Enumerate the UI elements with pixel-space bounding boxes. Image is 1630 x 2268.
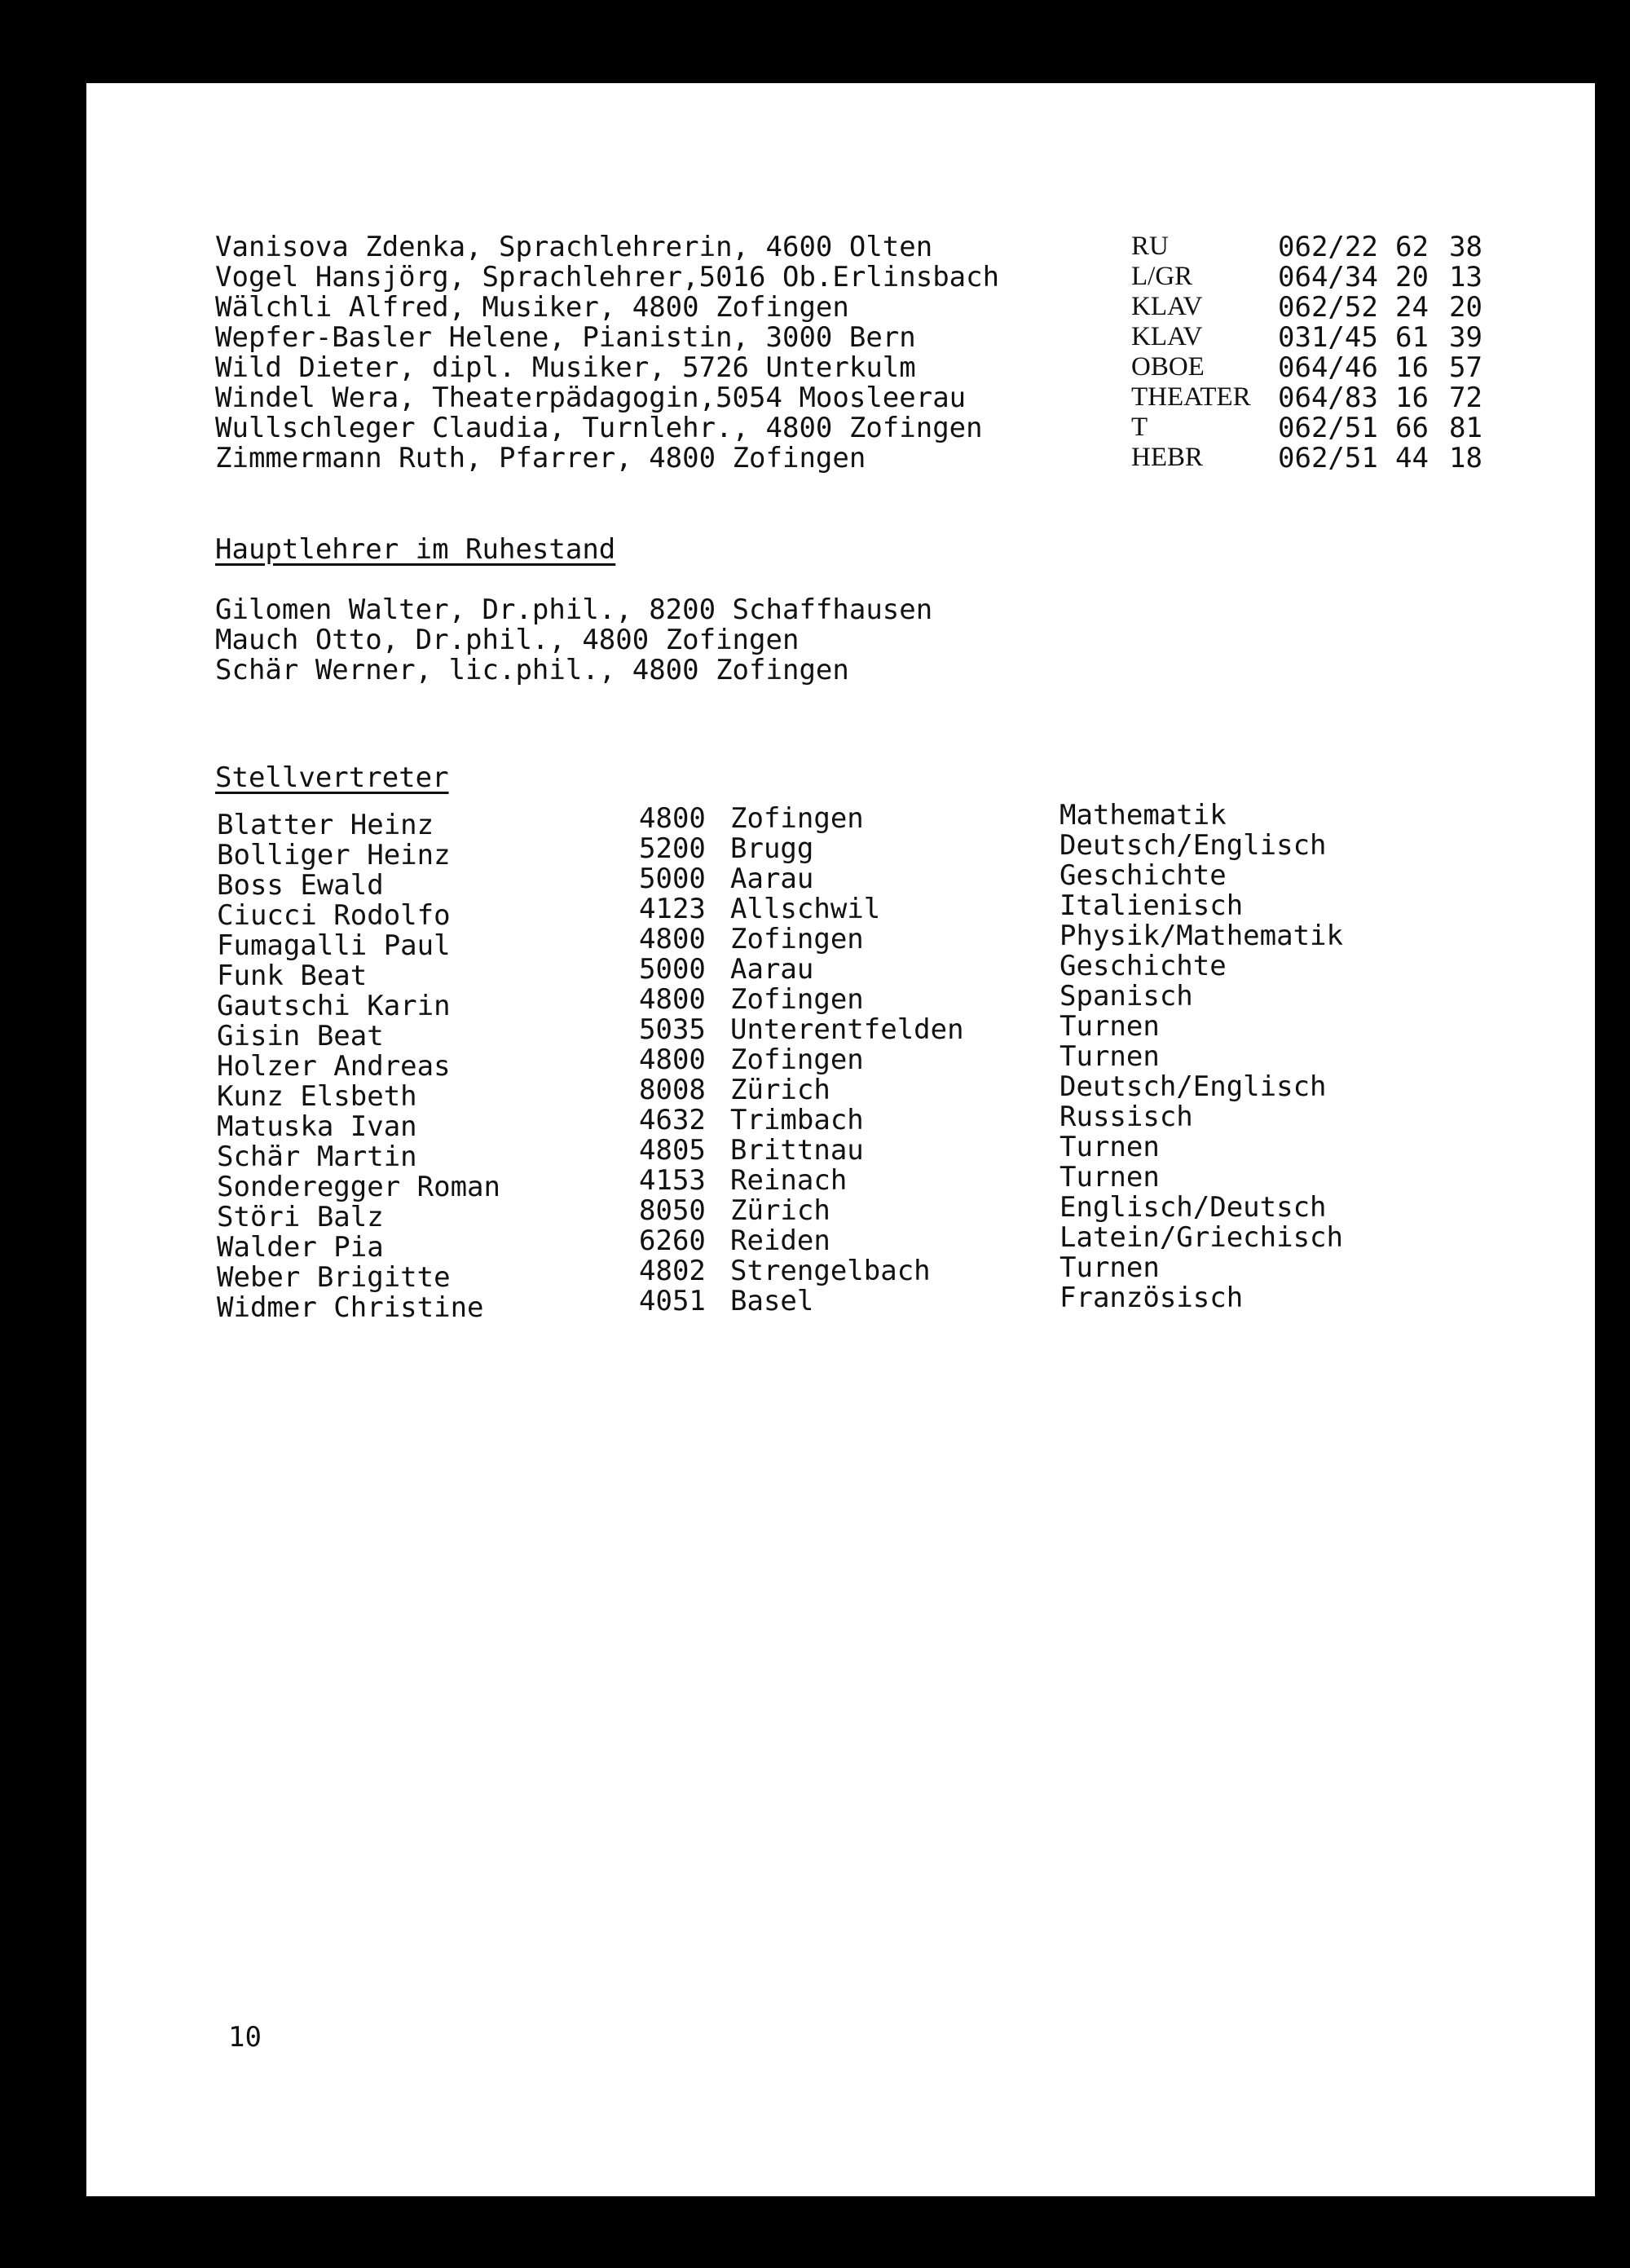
teacher-phone-b: 13 [1449, 261, 1482, 293]
teacher-entry: Vogel Hansjörg, Sprachlehrer,5016 Ob.Erlinsbach [215, 261, 1000, 293]
substitute-plz: 4051 [639, 1285, 706, 1317]
teacher-phone-b: 38 [1449, 231, 1482, 263]
substitute-subject: Turnen [1060, 1131, 1160, 1163]
substitute-subject: Geschichte [1060, 950, 1227, 982]
teacher-entry: Windel Wera, Theaterpädagogin,5054 Moosleerau [215, 382, 967, 414]
substitute-plz: 4805 [639, 1134, 706, 1167]
teacher-phone-area: 064/34 [1278, 261, 1378, 293]
teacher-phone-b: 39 [1449, 321, 1482, 354]
substitute-place: Brugg [730, 832, 814, 865]
substitute-subject: Turnen [1060, 1251, 1160, 1284]
teacher-subject: L/GR [1131, 262, 1193, 291]
substitute-place: Zofingen [730, 802, 864, 835]
substitute-subject: Italienisch [1060, 889, 1244, 922]
substitute-plz: 8050 [639, 1194, 706, 1227]
substitute-place: Allschwil [730, 893, 881, 925]
substitute-name: Schär Martin [217, 1141, 417, 1173]
substitute-plz: 5200 [639, 832, 706, 865]
substitutes-heading: Stellvertreter [215, 761, 449, 794]
substitute-plz: 4800 [639, 923, 706, 955]
substitute-place: Basel [730, 1285, 814, 1317]
substitute-place: Aarau [730, 863, 814, 895]
teacher-phone-b: 18 [1449, 442, 1482, 474]
teacher-entry: Wepfer-Basler Helene, Pianistin, 3000 Bern [215, 321, 916, 354]
teacher-subject: RU [1131, 232, 1169, 261]
substitute-subject: Englisch/Deutsch [1060, 1191, 1327, 1224]
substitute-name: Bolliger Heinz [217, 839, 451, 871]
substitute-subject: Turnen [1060, 1010, 1160, 1043]
substitute-place: Unterentfelden [730, 1013, 964, 1046]
substitute-plz: 5035 [639, 1013, 706, 1046]
teacher-subject: THEATER [1131, 382, 1251, 412]
substitute-plz: 4802 [639, 1255, 706, 1287]
substitute-subject: Deutsch/Englisch [1060, 1070, 1327, 1103]
substitute-subject: Turnen [1060, 1161, 1160, 1194]
teacher-phone-a: 66 [1395, 412, 1429, 444]
teacher-entry: Vanisova Zdenka, Sprachlehrerin, 4600 Olten [215, 231, 933, 263]
teacher-phone-a: 20 [1395, 261, 1429, 293]
substitute-place: Zürich [730, 1194, 830, 1227]
teacher-subject: KLAV [1131, 322, 1203, 351]
substitute-subject: Französisch [1060, 1282, 1244, 1314]
teacher-phone-a: 62 [1395, 231, 1429, 263]
substitute-place: Brittnau [730, 1134, 864, 1167]
substitute-name: Weber Brigitte [217, 1261, 451, 1294]
teacher-phone-b: 72 [1449, 382, 1482, 414]
substitute-subject: Turnen [1060, 1040, 1160, 1073]
substitute-subject: Russisch [1060, 1101, 1193, 1133]
teacher-phone-b: 57 [1449, 351, 1482, 384]
teacher-phone-area: 062/51 [1278, 412, 1378, 444]
teacher-phone-b: 81 [1449, 412, 1482, 444]
teacher-entry: Wild Dieter, dipl. Musiker, 5726 Unterkulm [215, 351, 916, 384]
substitute-plz: 4800 [639, 1044, 706, 1076]
teacher-phone-a: 44 [1395, 442, 1429, 474]
substitute-name: Boss Ewald [217, 869, 384, 902]
substitute-place: Reiden [730, 1224, 830, 1257]
teacher-phone-b: 20 [1449, 291, 1482, 324]
substitute-plz: 4800 [639, 802, 706, 835]
teacher-phone-area: 062/52 [1278, 291, 1378, 324]
substitute-subject: Geschichte [1060, 859, 1227, 892]
substitute-name: Kunz Elsbeth [217, 1080, 417, 1113]
retired-entry: Schär Werner, lic.phil., 4800 Zofingen [215, 654, 849, 686]
teacher-phone-a: 24 [1395, 291, 1429, 324]
substitute-place: Zürich [730, 1074, 830, 1106]
substitute-place: Strengelbach [730, 1255, 931, 1287]
substitute-plz: 4800 [639, 983, 706, 1016]
teacher-phone-a: 16 [1395, 382, 1429, 414]
substitute-name: Ciucci Rodolfo [217, 899, 451, 932]
teacher-phone-area: 064/83 [1278, 382, 1378, 414]
teacher-phone-area: 064/46 [1278, 351, 1378, 384]
teacher-phone-area: 062/22 [1278, 231, 1378, 263]
teacher-entry: Wälchli Alfred, Musiker, 4800 Zofingen [215, 291, 849, 324]
substitute-place: Zofingen [730, 983, 864, 1016]
substitute-subject: Mathematik [1060, 799, 1227, 832]
substitute-place: Zofingen [730, 1044, 864, 1076]
substitute-plz: 6260 [639, 1224, 706, 1257]
page-number: 10 [228, 2021, 262, 2054]
teacher-subject: OBOE [1131, 352, 1205, 382]
substitute-place: Trimbach [730, 1104, 864, 1136]
substitute-plz: 4123 [639, 893, 706, 925]
substitute-name: Störi Balz [217, 1201, 384, 1233]
retired-entry: Mauch Otto, Dr.phil., 4800 Zofingen [215, 624, 800, 656]
document-page [86, 83, 1595, 2196]
substitute-plz: 8008 [639, 1074, 706, 1106]
substitute-place: Zofingen [730, 923, 864, 955]
substitute-name: Matuska Ivan [217, 1110, 417, 1143]
teacher-phone-a: 16 [1395, 351, 1429, 384]
substitute-name: Sonderegger Roman [217, 1171, 500, 1203]
substitute-place: Aarau [730, 953, 814, 986]
substitute-name: Holzer Andreas [217, 1050, 451, 1083]
teacher-phone-a: 61 [1395, 321, 1429, 354]
substitute-subject: Deutsch/Englisch [1060, 829, 1327, 862]
substitute-name: Walder Pia [217, 1231, 384, 1264]
teacher-subject: HEBR [1131, 443, 1204, 472]
substitute-name: Fumagalli Paul [217, 929, 451, 962]
substitute-name: Gautschi Karin [217, 990, 451, 1022]
teacher-subject: KLAV [1131, 292, 1203, 321]
substitute-place: Reinach [730, 1164, 848, 1197]
substitute-plz: 4153 [639, 1164, 706, 1197]
teacher-entry: Wullschleger Claudia, Turnlehr., 4800 Zofingen [215, 412, 983, 444]
substitute-plz: 5000 [639, 953, 706, 986]
substitute-subject: Physik/Mathematik [1060, 920, 1343, 952]
substitute-subject: Latein/Griechisch [1060, 1221, 1343, 1254]
teacher-phone-area: 031/45 [1278, 321, 1378, 354]
teacher-entry: Zimmermann Ruth, Pfarrer, 4800 Zofingen [215, 442, 866, 474]
teacher-phone-area: 062/51 [1278, 442, 1378, 474]
substitute-name: Blatter Heinz [217, 809, 434, 841]
substitute-name: Funk Beat [217, 960, 368, 992]
substitute-subject: Spanisch [1060, 980, 1193, 1013]
substitute-name: Gisin Beat [217, 1020, 384, 1052]
substitute-plz: 4632 [639, 1104, 706, 1136]
substitute-plz: 5000 [639, 863, 706, 895]
retired-entry: Gilomen Walter, Dr.phil., 8200 Schaffhausen [215, 593, 933, 626]
substitute-name: Widmer Christine [217, 1291, 484, 1324]
teacher-subject: T [1131, 413, 1148, 442]
retired-heading: Hauptlehrer im Ruhestand [215, 533, 616, 566]
